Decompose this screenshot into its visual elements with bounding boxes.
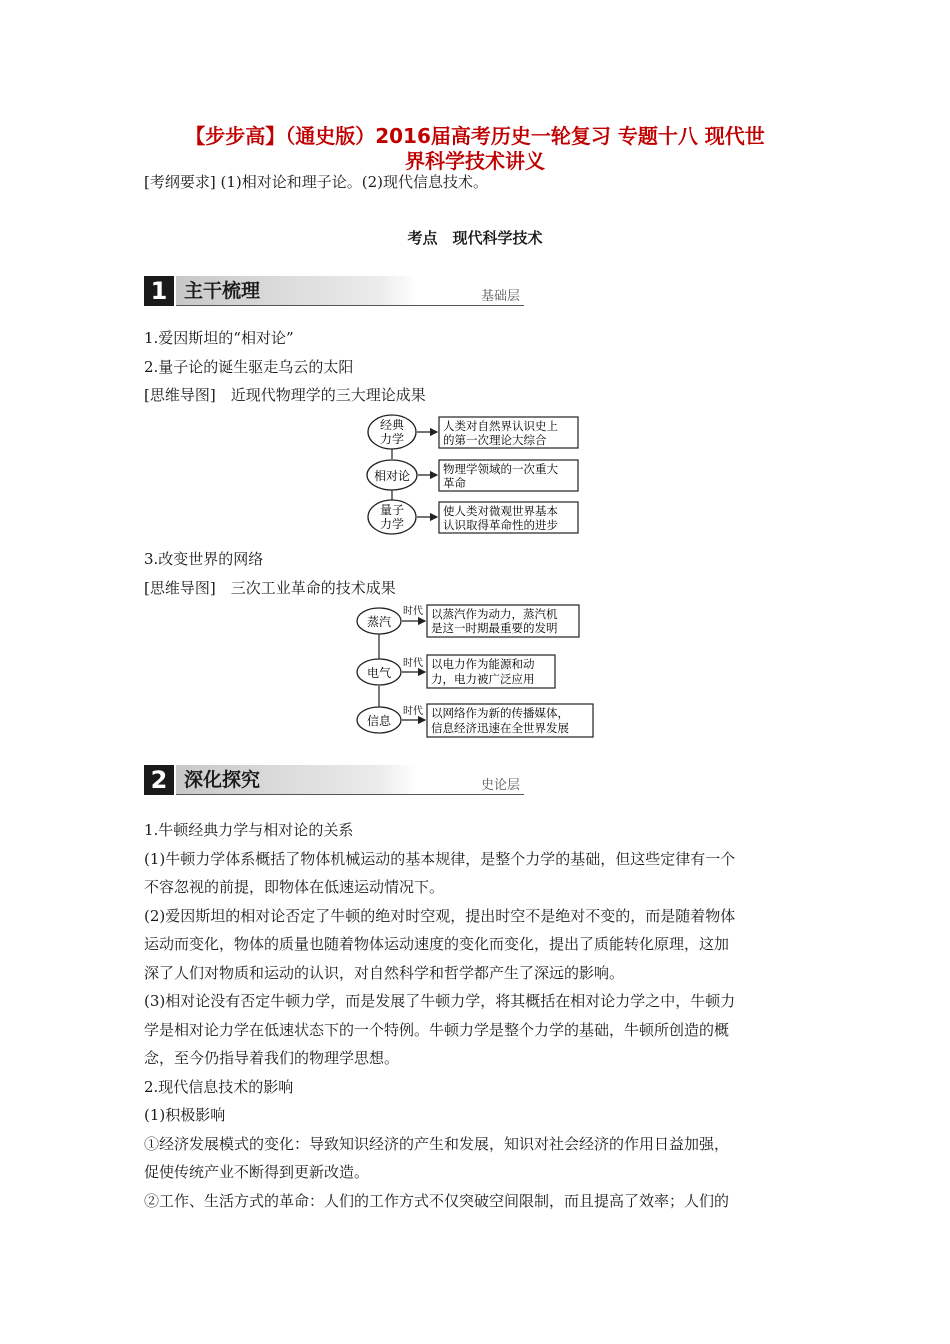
era-label: 时代 bbox=[403, 706, 423, 717]
box-line: 是这一时期最重要的发明 bbox=[431, 621, 558, 635]
title-line-1: 【步步高】（通史版）2016届高考历史一轮复习 专题十八 现代世 bbox=[185, 124, 765, 148]
text-line: 2.量子论的诞生驱走乌云的太阳 bbox=[144, 357, 354, 376]
box-line: 以蒸汽作为动力，蒸汽机 bbox=[431, 607, 558, 621]
physics-theories-diagram bbox=[360, 412, 585, 538]
kaodian-heading: 考点 现代科学技术 bbox=[407, 229, 543, 247]
section1-text-2 bbox=[144, 545, 806, 602]
text-line: (3)相对论没有否定牛顿力学，而是发展了牛顿力学，将其概括在相对论力学之中，牛顿力 bbox=[144, 992, 736, 1010]
section-number: 1 bbox=[144, 276, 174, 306]
result-box bbox=[427, 704, 593, 737]
node-relativity bbox=[367, 460, 417, 490]
node-label: 蒸汽 bbox=[366, 615, 392, 629]
section-rule bbox=[176, 794, 524, 795]
node-label: 信息 bbox=[366, 714, 392, 728]
node-label: 力学 bbox=[379, 517, 405, 531]
text-line: 念，至今仍指导着我们的物理学思想。 bbox=[144, 1049, 400, 1067]
box-line: 使人类对微观世界基本 bbox=[443, 504, 558, 518]
text-line: 运动而变化，物体的质量也随着物体运动速度的变化而变化，提出了质能转化原理，这加 bbox=[144, 935, 730, 953]
text-line: 促使传统产业不断得到更新改造。 bbox=[144, 1163, 370, 1181]
result-box bbox=[427, 605, 579, 637]
document-title bbox=[120, 124, 830, 174]
box-line: 人类对自然界认识史上 bbox=[443, 419, 558, 433]
section-layer: 基础层 bbox=[480, 289, 520, 304]
result-box bbox=[427, 655, 555, 688]
box-line: 的第一次理论大综合 bbox=[443, 433, 547, 447]
industrial-revolutions-diagram bbox=[352, 600, 597, 740]
section-header-1 bbox=[144, 276, 524, 306]
box-line: 以电力作为能源和动 bbox=[431, 657, 535, 671]
node-quantum-mechanics bbox=[368, 500, 416, 534]
text-line: ①经济发展模式的变化：导致知识经济的产生和发展，知识对社会经济的作用日益加强， bbox=[144, 1134, 730, 1153]
box-line: 认识取得革命性的进步 bbox=[443, 518, 558, 532]
box-line: 革命 bbox=[443, 476, 466, 490]
section-rule bbox=[176, 305, 524, 306]
text-line: (1)牛顿力学体系概括了物体机械运动的基本规律，是整个力学的基础，但这些定律有一个 bbox=[144, 849, 736, 868]
text-line: 1.牛顿经典力学与相对论的关系 bbox=[144, 821, 354, 839]
exam-requirement: [考纲要求] (1)相对论和理子论。(2)现代信息技术。 bbox=[144, 173, 488, 191]
text-line: (2)爱因斯坦的相对论否定了牛顿的绝对时空观，提出时空不是绝对不变的，而是随着物体 bbox=[144, 906, 736, 925]
text-line: [思维导图] 三次工业革命的技术成果 bbox=[144, 578, 396, 597]
text-line: (1)积极影响 bbox=[144, 1106, 226, 1124]
result-box bbox=[439, 460, 578, 491]
section-number: 2 bbox=[144, 765, 174, 795]
text-line: [思维导图] 近现代物理学的三大理论成果 bbox=[144, 386, 426, 404]
text-line: 不容忽视的前提，即物体在低速运动情况下。 bbox=[144, 878, 445, 896]
section1-text bbox=[144, 324, 806, 410]
section-title: 主干梳理 bbox=[184, 280, 261, 302]
box-line: 物理学领域的一次重大 bbox=[443, 462, 558, 476]
box-line: 力，电力被广泛应用 bbox=[431, 672, 535, 686]
node-label: 力学 bbox=[379, 432, 405, 446]
node-label: 电气 bbox=[366, 666, 392, 680]
section2-text bbox=[144, 816, 806, 1215]
era-label: 时代 bbox=[403, 658, 423, 669]
section-title: 深化探究 bbox=[184, 769, 261, 791]
section-header-2 bbox=[144, 765, 524, 795]
node-label: 相对论 bbox=[373, 469, 411, 483]
box-line: 信息经济迅速在全世界发展 bbox=[431, 721, 569, 735]
result-box bbox=[439, 417, 578, 448]
node-label: 经典 bbox=[379, 418, 405, 432]
text-line: ②工作、生活方式的革命：人们的工作方式不仅突破空间限制，而且提高了效率；人们的 bbox=[144, 1191, 730, 1210]
result-box bbox=[439, 502, 578, 533]
section-layer: 史论层 bbox=[480, 778, 520, 793]
text-line: 3.改变世界的网络 bbox=[144, 550, 264, 568]
text-line: 1.爱因斯坦的“相对论” bbox=[144, 329, 294, 347]
box-line: 以网络作为新的传播媒体， bbox=[431, 706, 569, 720]
node-classical-mechanics bbox=[368, 415, 416, 449]
node-steam bbox=[357, 608, 401, 634]
text-line: 深了人们对物质和运动的认识，对自然科学和哲学都产生了深远的影响。 bbox=[144, 963, 625, 982]
node-electric bbox=[357, 659, 401, 685]
title-line-2: 界科学技术讲义 bbox=[405, 149, 545, 173]
text-line: 学是相对论力学在低速状态下的一个特例。牛顿力学是整个力学的基础，牛顿所创造的概 bbox=[144, 1020, 730, 1039]
text-line: 2.现代信息技术的影响 bbox=[144, 1077, 294, 1096]
era-label: 时代 bbox=[403, 606, 423, 617]
node-information bbox=[357, 707, 401, 733]
node-label: 量子 bbox=[379, 503, 405, 517]
